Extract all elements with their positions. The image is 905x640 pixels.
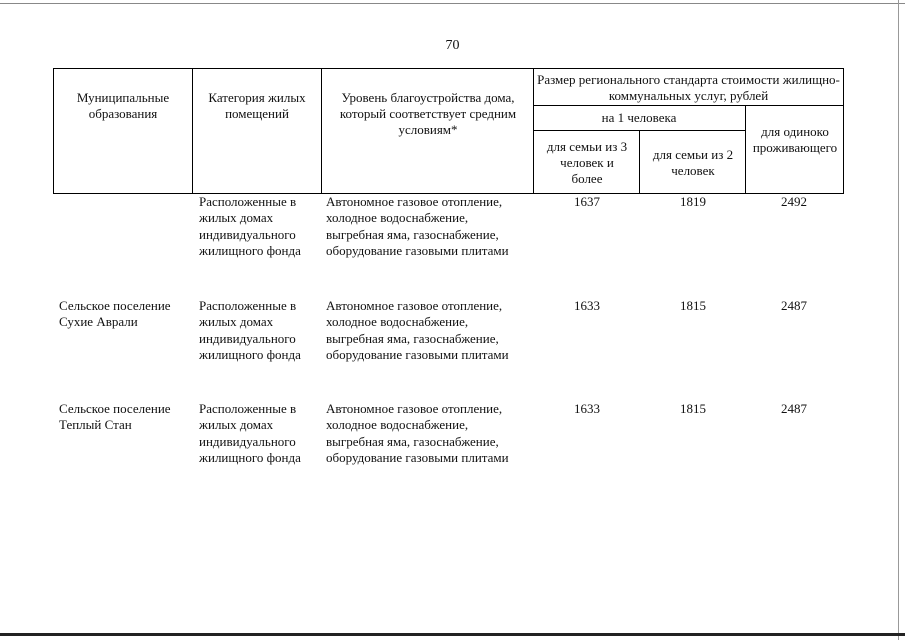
header-border-right: [843, 68, 844, 194]
cell-category: Расположенные в жилых домах индивидуального жилищного фонда: [199, 194, 301, 258]
cell-single: 2492: [781, 194, 807, 209]
header-amenity-level: Уровень благоустройства дома, который соответствует средним условиям*: [339, 90, 517, 137]
cell-municipality: Сельское поселение Теплый Стан: [59, 401, 171, 433]
header-border-2: [321, 68, 322, 194]
scan-bottom-border: [0, 633, 905, 636]
cell-category: Расположенные в жилых домах индивидуального жилищного фонда: [199, 401, 301, 465]
header-family-3plus: для семьи из 3 человек и более: [546, 139, 628, 186]
cell-amenity-level: Автономное газовое отопление, холодное водоснабжение, выгребная яма, газоснабжение, оборудование газовыми плитами: [326, 298, 509, 362]
header-family-2: для семьи из 2 человек: [652, 147, 734, 178]
cell-family-2: 1819: [680, 194, 706, 209]
cell-amenity-level: Автономное газовое отопление, холодное водоснабжение, выгребная яма, газоснабжение, оборудование газовыми плитами: [326, 401, 509, 465]
cell-family-3plus: 1633: [574, 298, 600, 313]
header-standard-size: Размер регионального стандарта стоимости жилищно-коммунальных услуг, рублей: [537, 72, 840, 103]
header-border-1: [192, 68, 193, 194]
cell-single: 2487: [781, 401, 807, 416]
header-top-border: [53, 68, 844, 69]
page-number: 70: [445, 38, 460, 53]
scan-right-border: [898, 0, 899, 640]
cell-category: Расположенные в жилых домах индивидуального жилищного фонда: [199, 298, 301, 362]
scan-top-border: [0, 3, 905, 4]
header-divider-standard: [533, 105, 844, 106]
cell-amenity-level: Автономное газовое отопление, холодное водоснабжение, выгребная яма, газоснабжение, оборудование газовыми плитами: [326, 194, 509, 258]
header-border-4: [639, 130, 640, 194]
header-per-person: на 1 человека: [601, 110, 677, 125]
header-border-5: [745, 105, 746, 194]
cell-family-2: 1815: [680, 298, 706, 313]
header-single: для одиноко проживающего: [752, 124, 838, 155]
cell-municipality: Сельское поселение Сухие Аврали: [59, 298, 171, 330]
cell-family-3plus: 1637: [574, 194, 600, 209]
header-municipality: Муниципальные образования: [76, 90, 170, 121]
cell-family-3plus: 1633: [574, 401, 600, 416]
cell-single: 2487: [781, 298, 807, 313]
header-border-left: [53, 68, 54, 194]
header-category: Категория жилых помещений: [208, 90, 306, 121]
cell-family-2: 1815: [680, 401, 706, 416]
header-border-3: [533, 68, 534, 194]
